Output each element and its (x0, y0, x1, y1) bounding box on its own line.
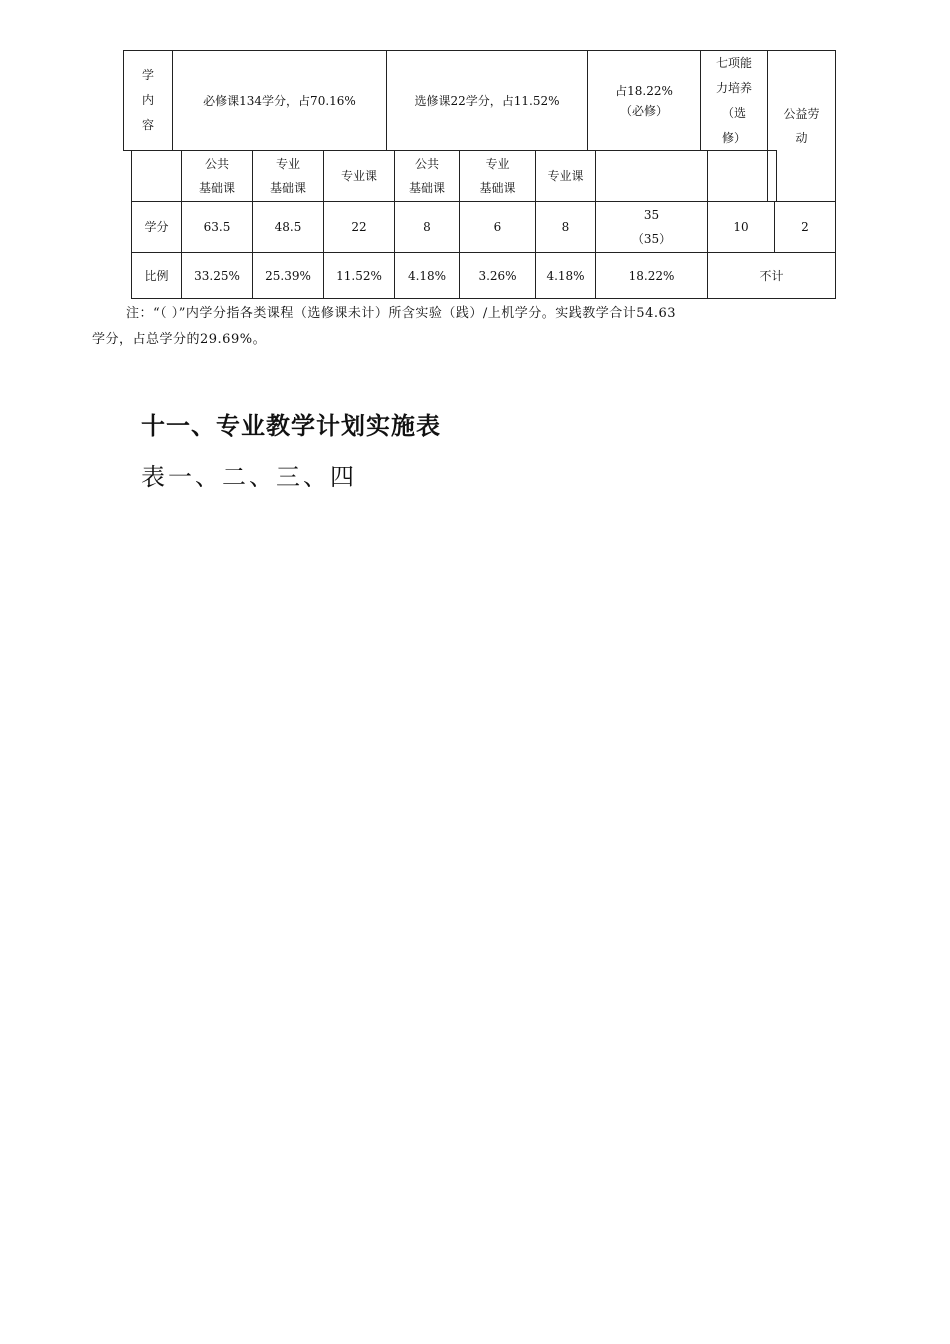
subheader-public-basic-elective: 公共 基础课 (394, 150, 460, 202)
ratio-major: 11.52% (323, 252, 395, 299)
credits-public-basic: 63.5 (181, 201, 253, 253)
credits-public-basic-elective: 8 (394, 201, 460, 253)
subheader-major-basic: 专业 基础课 (252, 150, 324, 202)
subheader-practice-empty (595, 150, 708, 202)
credits-major: 22 (323, 201, 395, 253)
section-heading: 十一、专业教学计划实施表 (141, 412, 441, 440)
credits-labor: 2 (774, 201, 836, 253)
header-public-labor: 公益劳 动 (767, 50, 836, 202)
subheader-seven-empty (707, 150, 768, 202)
ratio-label: 比例 (131, 252, 182, 299)
subheader-empty (131, 150, 182, 202)
ratio-major-elective: 4.18% (535, 252, 596, 299)
subheader-major: 专业课 (323, 150, 395, 202)
credits-practice: 35 （35） (595, 201, 708, 253)
ratio-public-basic: 33.25% (181, 252, 253, 299)
ratio-practice: 18.22% (595, 252, 708, 299)
credits-seven: 10 (707, 201, 775, 253)
credits-label: 学分 (131, 201, 182, 253)
ratio-major-basic-elective: 3.26% (459, 252, 536, 299)
ratio-major-basic: 25.39% (252, 252, 324, 299)
ratio-public-basic-elective: 4.18% (394, 252, 460, 299)
header-seven-abilities: 七项能 力培养 （选 修） (700, 50, 768, 151)
credits-major-basic: 48.5 (252, 201, 324, 253)
table-note-line-1: 注：“（ ）”内学分指各类课程（选修课未计）所含实验（践）/上机学分。实践教学合计54.63 (126, 306, 677, 321)
header-practice: 占18.22% （必修） (587, 50, 701, 151)
subheader-major-basic-elective: 专业 基础课 (459, 150, 536, 202)
credits-major-elective: 8 (535, 201, 596, 253)
subheader-gap (767, 150, 777, 202)
row-label-content: 学 内 容 (123, 50, 173, 151)
table-note-line-2: 学分，占总学分的29.69%。 (92, 332, 267, 347)
subheader-public-basic: 公共 基础课 (181, 150, 253, 202)
credits-major-basic-elective: 6 (459, 201, 536, 253)
table-note (92, 301, 862, 353)
header-required: 必修课134学分，占70.16% (172, 50, 387, 151)
section-subheading: 表一、二、三、四 (141, 463, 357, 491)
header-elective: 选修课22学分，占11.52% (386, 50, 588, 151)
ratio-not-counted: 不计 (707, 252, 836, 299)
subheader-major-elective: 专业课 (535, 150, 596, 202)
